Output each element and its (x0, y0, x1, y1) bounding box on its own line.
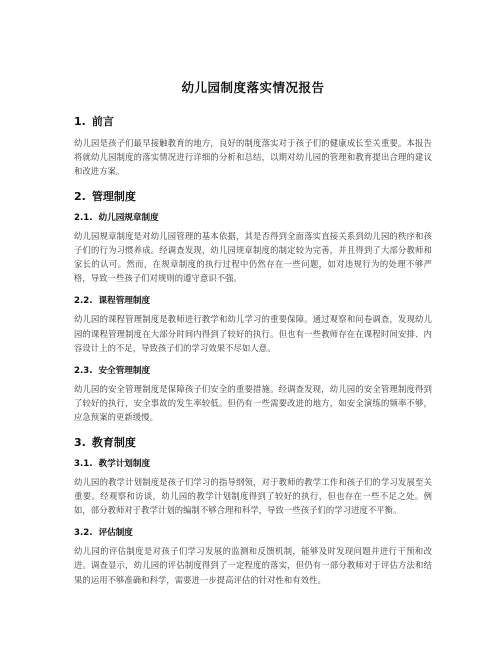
subsection-number: 3.1. (74, 458, 93, 469)
subsection-paragraph: 幼儿园的安全管理制度是保障孩子们安全的重要措施。经调查发现，幼儿园的安全管理制度得到了较好的执行，安全事故的发生率较低。但仍有一些需要改进的地方，如安全演练的频率不够，应急预案的更新缓慢。 (74, 384, 432, 423)
subsection-paragraph: 幼儿园规章制度是对幼儿园管理的基本依据，其是否得到全面落实直接关系到幼儿园的秩序和孩子们的行为习惯养成。经调查发现，幼儿园规章制度的制定较为完善，并且得到了大部分教师和家长的认可。然而，在规章制度的执行过程中仍然存在一些问题，如对违规行为的处理不够严格，导致一些孩子们对规则的遵守意识不强。 (74, 230, 432, 284)
section-title: 教育制度 (91, 435, 136, 449)
section-number: 3. (74, 435, 86, 449)
subsection-title: 课程管理制度 (98, 296, 151, 307)
section-paragraph: 幼儿园是孩子们最早接触教育的地方，良好的制度落实对于孩子们的健康成长至关重要。本报告将就幼儿园制度的落实情况进行详细的分析和总结，以期对幼儿园的管理和教育提出合理的建议和改进方案。 (74, 138, 432, 177)
subsection-title: 安全管理制度 (98, 366, 151, 377)
subsection-title: 评估制度 (98, 528, 133, 539)
subsection-paragraph: 幼儿园的评估制度是对孩子们学习发展的监测和反馈机制，能够及时发现问题并进行干预和改进。调查显示，幼儿园的评估制度得到了一定程度的落实，但仍有一部分教师对于评估方法和结果的运用不够准确和科学，需要进一步提高评估的针对性和有效性。 (74, 546, 432, 585)
subsection-paragraph: 幼儿园的教学计划制度是孩子们学习的指导纲领，对于教师的教学工作和孩子们的学习发展至关重要。经观察和访谈，幼儿园的教学计划制度得到了较好的执行，但也存在一些不足之处。例如，部分教师对于教学计划的编制不够合理和科学，导致一些孩子们的学习进度不平衡。 (74, 476, 432, 516)
subsection-heading (74, 526, 432, 538)
document-title: 幼儿园制度落实情况报告 (181, 80, 325, 95)
section-number: 1. (74, 115, 86, 128)
subsection-heading (74, 364, 432, 376)
section-title: 管理制度 (91, 189, 136, 203)
subsection-heading (74, 211, 432, 223)
subsection-heading (74, 294, 432, 306)
subsection-title: 幼儿园规章制度 (98, 212, 159, 223)
subsection-title: 教学计划制度 (98, 458, 151, 469)
section-heading-intro (74, 113, 432, 129)
subsection-number: 2.1. (74, 212, 93, 223)
section-heading-education (74, 434, 432, 450)
subsection-heading (74, 457, 432, 469)
subsection-number: 2.3. (74, 366, 93, 377)
subsection-number: 2.2. (74, 296, 93, 307)
subsection-paragraph: 幼儿园的课程管理制度是教师进行教学和幼儿学习的重要保障。通过观察和问卷调查，发现幼儿园的课程管理制度在大部分时间内得到了较好的执行。但也有一些教师存在在课程时间安排、内容设计上的不足，导致孩子们的学习效果不尽如人意。 (74, 314, 432, 353)
section-title: 前言 (91, 115, 114, 128)
section-number: 2. (74, 189, 86, 203)
section-heading-management (74, 188, 432, 204)
subsection-number: 3.2. (74, 528, 93, 539)
